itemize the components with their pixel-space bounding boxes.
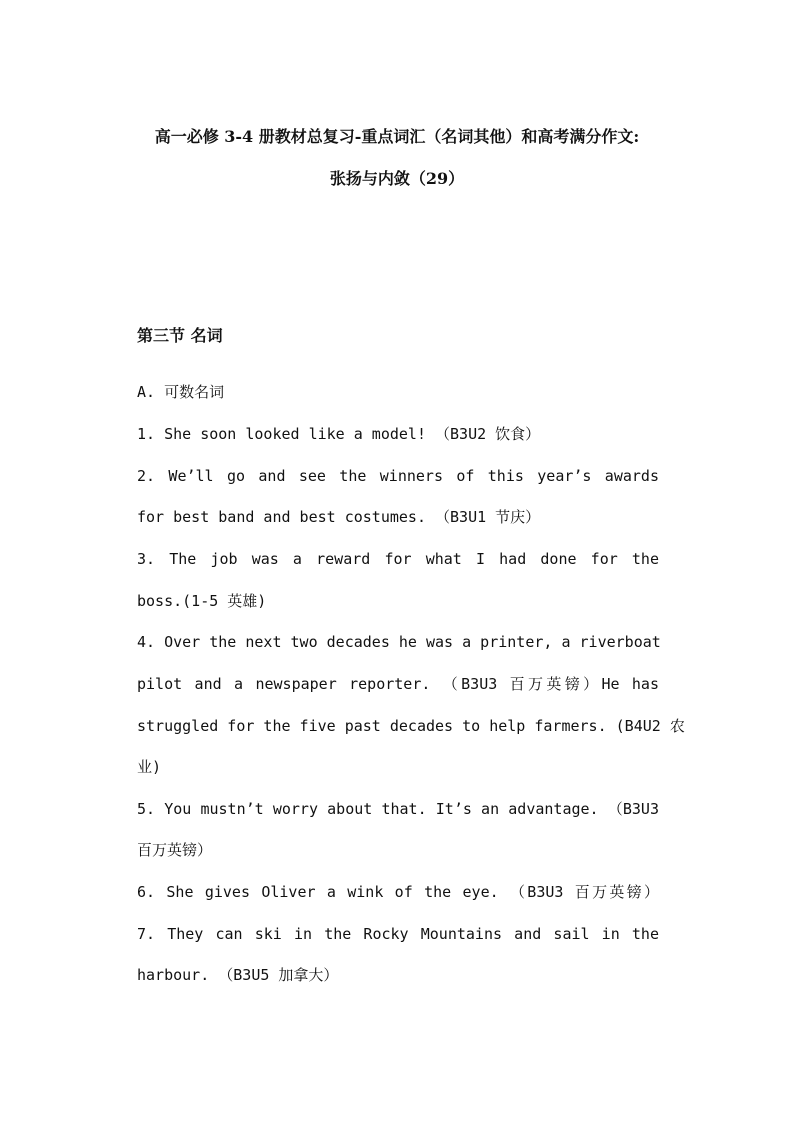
example-line-2: 2. We’ll go and see the winners of this year’s awards: [137, 467, 659, 485]
example-line-12: 6. She gives Oliver a wink of the eye. （B3U3 百万英镑）: [137, 883, 659, 901]
document-title-line-2: 张扬与内敛（29）: [329, 169, 465, 188]
document-title-line-1: 高一必修 3-4 册教材总复习-重点词汇（名词其他）和高考满分作文:: [154, 127, 640, 146]
section-heading: 第三节 名词: [137, 326, 223, 345]
example-line-13: 7. They can ski in the Rocky Mountains and sail in the: [137, 925, 659, 943]
example-line-6: 4. Over the next two decades he was a printer, a riverboat: [137, 633, 661, 651]
example-line-11: 百万英镑）: [137, 841, 213, 859]
example-line-4: 3. The job was a reward for what I had done for the: [137, 550, 659, 568]
example-line-10: 5. You mustn’t worry about that. It’s an advantage. （B3U3: [137, 800, 659, 818]
example-line-1: 1. She soon looked like a model! （B3U2 饮食）: [137, 425, 541, 443]
example-line-14: harbour. （B3U5 加拿大）: [137, 966, 339, 984]
subsection-heading: A. 可数名词: [137, 383, 225, 401]
example-line-5: boss.(1-5 英雄): [137, 592, 267, 610]
example-line-7: pilot and a newspaper reporter. （B3U3 百万英镑）He has: [137, 675, 659, 693]
example-line-3: for best band and best costumes. （B3U1 节庆）: [137, 508, 541, 526]
example-line-9: 业): [137, 758, 162, 776]
example-line-8: struggled for the five past decades to help farmers. (B4U2 农: [137, 717, 685, 735]
